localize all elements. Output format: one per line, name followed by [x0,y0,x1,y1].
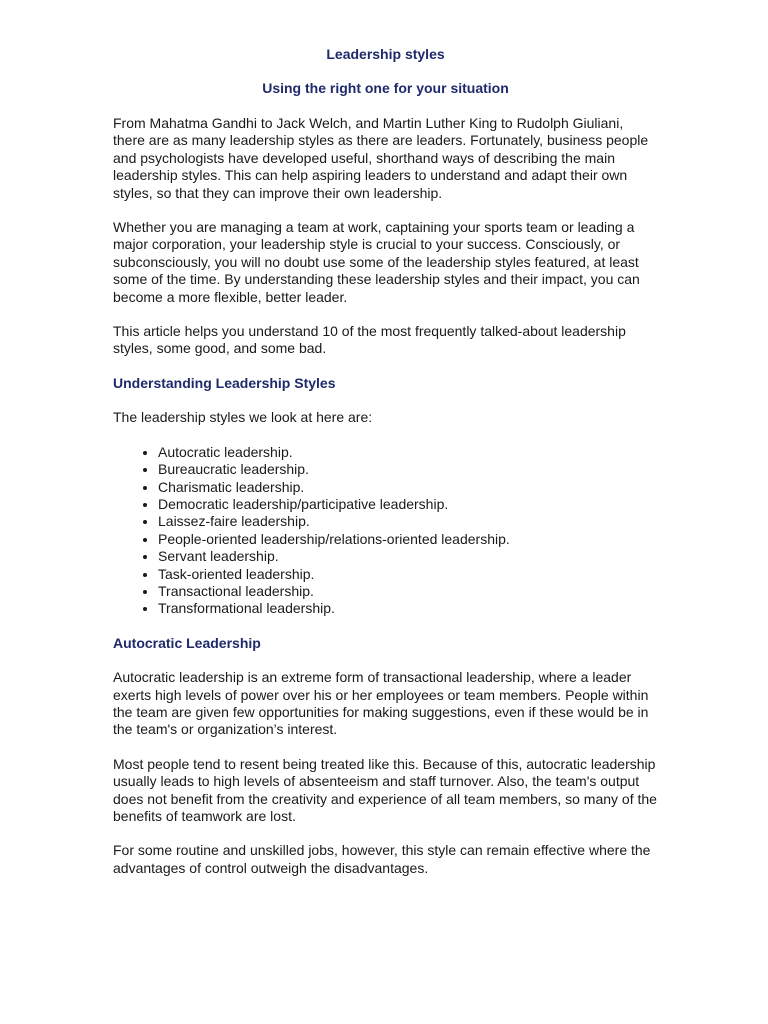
intro-paragraph-3: This article helps you understand 10 of the most frequently talked-about leadership styles, some good, and some bad. [113,323,626,357]
list-item: • Democratic leadership/participative leadership. [158,496,658,513]
styles-list-lead: The leadership styles we look at here are: [113,409,373,426]
section-heading-understanding: Understanding Leadership Styles [113,374,336,391]
document-page [113,44,658,877]
list-item: • Transactional leadership. [158,583,658,600]
list-item: • People-oriented leadership/relations-oriented leadership. [158,531,658,548]
list-item: • Transformational leadership. [158,600,658,617]
leadership-styles-list [113,444,658,618]
document-title: Leadership styles [326,46,445,62]
list-item: • Autocratic leadership. [158,444,658,461]
intro-paragraph-2: Whether you are managing a team at work, captaining your sports team or leading a major corporation, your leadership style is crucial to your success. Consciously, or subconsciously, you will no doubt use some of the leadership styles featured, at least some of the time. By understanding these leadership styles and their impact, you can become a more flexible, better leader. [113,219,640,305]
list-item: • Bureaucratic leadership. [158,461,658,478]
autocratic-paragraph-1: Autocratic leadership is an extreme form of transactional leadership, where a leader exerts high levels of power over his or her employees or team members. People within the team are given few opportunities for making suggestions, even if these would be in the team's or organization’s interest. [113,669,649,738]
list-item: • Charismatic leadership. [158,479,658,496]
document-subtitle: Using the right one for your situation [262,80,509,96]
section-heading-autocratic: Autocratic Leadership [113,634,261,651]
autocratic-paragraph-3: For some routine and unskilled jobs, however, this style can remain effective where the advantages of control outweigh the disadvantages. [113,842,651,876]
list-item: • Laissez-faire leadership. [158,513,658,530]
autocratic-paragraph-2: Most people tend to resent being treated like this. Because of this, autocratic leadership usually leads to high levels of absenteeism and staff turnover. Also, the team's output does not benefit from the creativity and experience of all team members, so many of the benefits of teamwork are lost. [113,755,657,824]
intro-paragraph-1: From Mahatma Gandhi to Jack Welch, and Martin Luther King to Rudolph Giuliani, there are as many leadership styles as there are leaders. Fortunately, business people and psychologists have developed useful, shorthand ways of describing the main leadership styles. This can help aspiring leaders to understand and adapt their own styles, so that they can improve their own leadership. [113,115,649,201]
list-item: • Servant leadership. [158,548,658,565]
list-item: • Task-oriented leadership. [158,566,658,583]
